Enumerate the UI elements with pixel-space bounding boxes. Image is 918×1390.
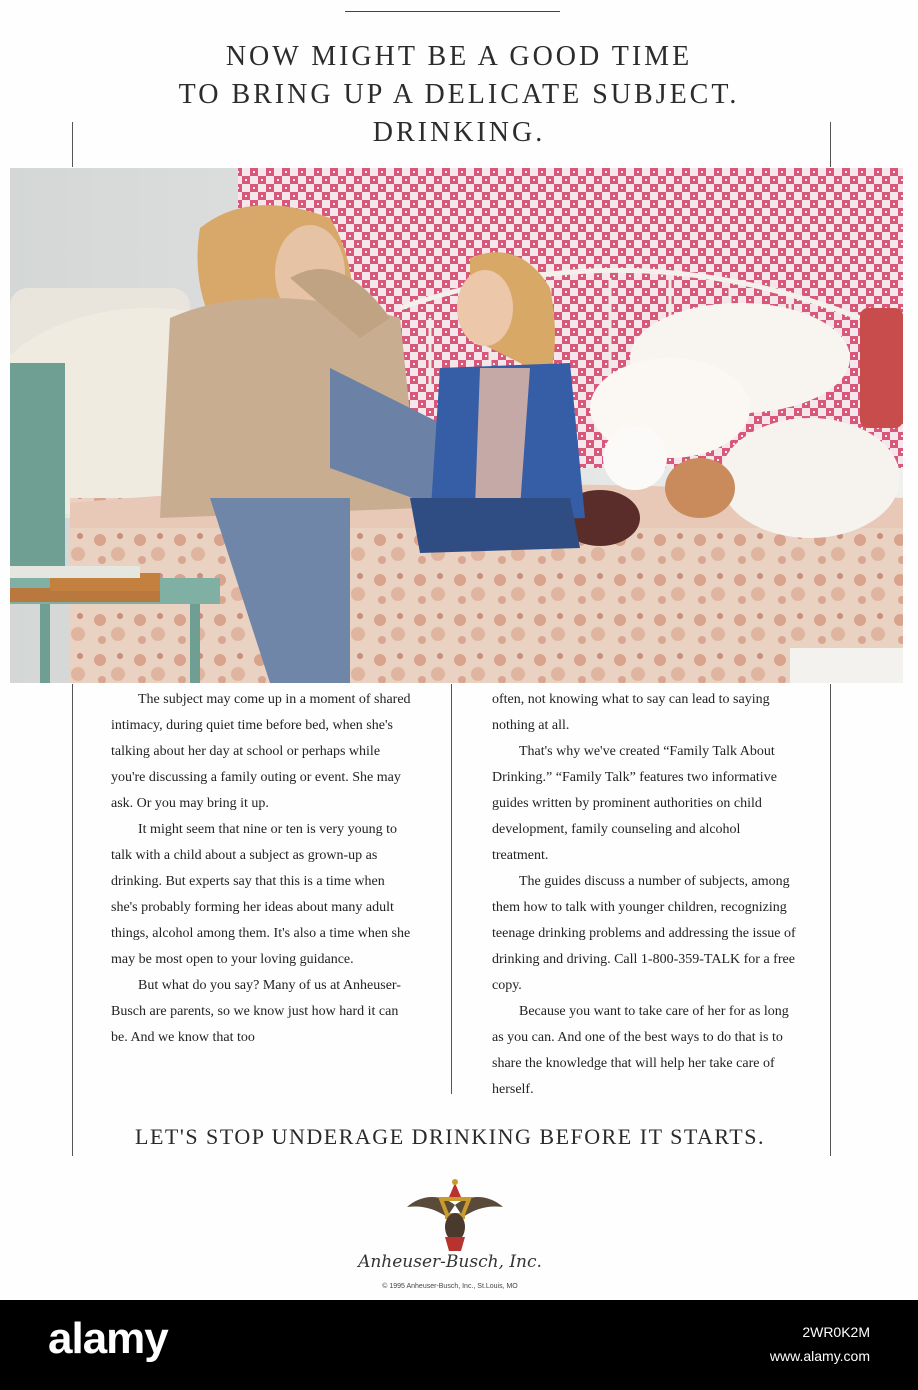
body-column-left xyxy=(111,687,411,1051)
photo-mother-and-daughter xyxy=(10,168,903,683)
center-rule xyxy=(451,684,452,1094)
headline-line-3: DRINKING. xyxy=(372,117,546,148)
headline-line-2: TO BRING UP A DELICATE SUBJECT. xyxy=(178,79,740,110)
right-rule-top xyxy=(830,122,831,167)
headline xyxy=(60,38,858,152)
watermark-footer-bar xyxy=(0,1300,918,1390)
left-rule-top xyxy=(72,122,73,167)
right-paragraph-4: Because you want to take care of her for as long as you can. And one of the best ways to do that is to share the knowledge that will help her take care of herself. xyxy=(492,1004,789,1097)
image-id: 2WR0K2M xyxy=(802,1324,870,1340)
right-paragraph-3: The guides discuss a number of subjects, among them how to talk with younger children, recognizing teenage drinking problems and addressing the issue of drinking and driving. Call 1-800-359-TALK for a free copy. xyxy=(492,874,796,993)
body-column-right xyxy=(492,687,797,1103)
right-rule-body xyxy=(830,684,831,1156)
right-paragraph-1: often, not knowing what to say can lead to saying nothing at all. xyxy=(492,692,770,733)
eagle-logo-icon xyxy=(405,1175,505,1255)
left-paragraph-3: But what do you say? Many of us at Anheuser-Busch are parents, so we know just how hard it can be. And we know that too xyxy=(111,978,401,1045)
tagline: LET'S STOP UNDERAGE DRINKING BEFORE IT STARTS. xyxy=(135,1124,765,1149)
site-url: www.alamy.com xyxy=(769,1348,870,1364)
footer-info xyxy=(770,1320,870,1368)
right-paragraph-2: That's why we've created “Family Talk About Drinking.” “Family Talk” features two informative guides written by prominent authorities on child development, family counseling and alcohol treatment. xyxy=(492,744,777,863)
left-rule-body xyxy=(72,684,73,1156)
left-paragraph-1: The subject may come up in a moment of shared intimacy, during quiet time before bed, when she's talking about her day at school or perhaps while you're discussing a family outing or event. She may ask. Or you may bring it up. xyxy=(111,692,411,811)
top-rule xyxy=(345,11,560,12)
stock-brand-logo: alamy xyxy=(48,1314,168,1363)
left-paragraph-2: It might seem that nine or ten is very young to talk with a child about a subject as grown-up as drinking. But experts say that this is a time when she's probably forming her ideas about many adult things, alcohol among them. It's also a time when she may be most open to your loving guidance. xyxy=(111,822,411,967)
company-signature: Anheuser-Busch, Inc. xyxy=(358,1252,542,1272)
copyright-line: © 1995 Anheuser-Busch, Inc., St.Louis, MO xyxy=(382,1283,518,1290)
headline-line-1: NOW MIGHT BE A GOOD TIME xyxy=(225,41,693,72)
